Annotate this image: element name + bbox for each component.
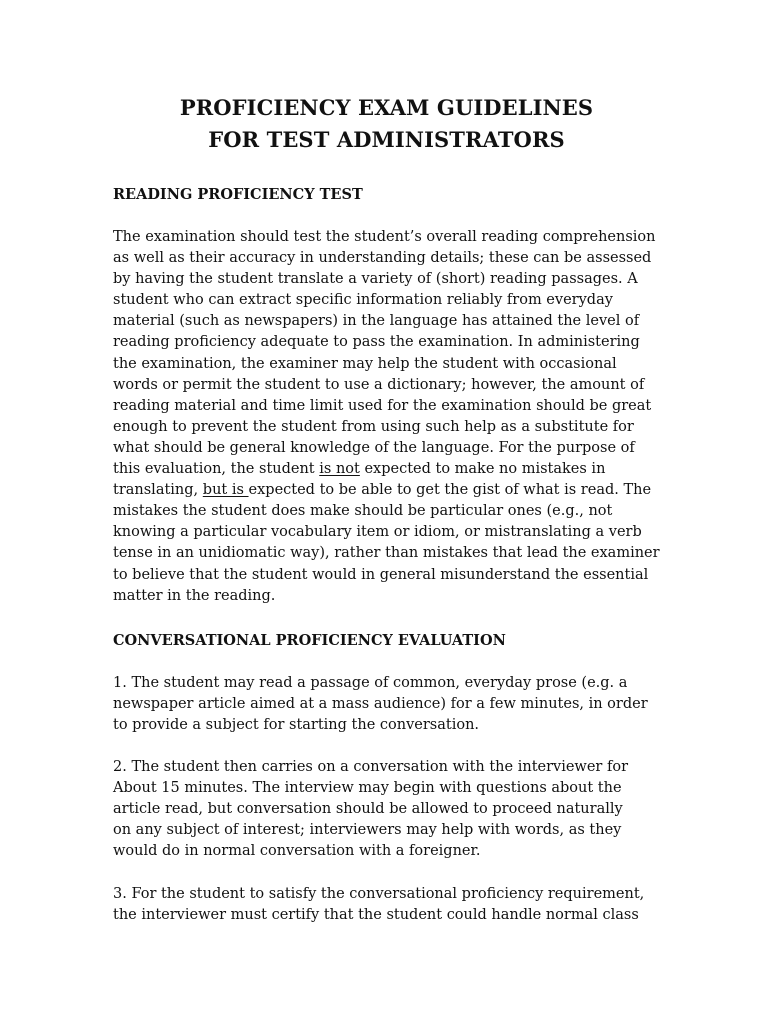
text-line: 3. For the student to satisfy the conversational proficiency requirement, [113,886,645,902]
conversational-item-1 [113,673,648,736]
text-line: as well as their accuracy in understanding details; these can be assessed [113,250,652,267]
text-line: newspaper article aimed at a mass audience) for a few minutes, in order [113,696,648,713]
text-line: what should be general knowledge of the language. For the purpose of [113,439,635,456]
text-line: enough to prevent the student from using such help as a substitute for [113,418,634,435]
text-line: The examination should test the student’s overall reading comprehension [113,229,656,245]
text-line: 1. The student may read a passage of common, everyday prose (e.g. a [113,675,628,691]
text-line: to provide a subject for starting the conversation. [113,717,480,734]
text-line: knowing a particular vocabulary item or idiom, or mistranslating a verb [113,524,642,541]
text-line: material (such as newspapers) in the language has attained the level of [113,313,640,330]
text-line [113,459,660,480]
text-line: reading proficiency adequate to pass the examination. In administering [113,334,640,351]
text-line: to believe that the student would in general misunderstand the essential [113,566,649,583]
text-segment: expected to make no mistakes in [359,461,606,478]
text-line: on any subject of interest; interviewers may help with words, as they [113,822,622,839]
text-line: would do in normal conversation with a foreigner. [113,843,481,860]
text-segment: this evaluation, the student [113,461,320,478]
title-line-2: FOR TEST ADMINISTRATORS [208,127,565,152]
text-line: student who can extract specific information reliably from everyday [113,292,613,309]
text-line: article read, but conversation should be allowed to proceed naturally [113,801,623,818]
text-line [113,480,660,501]
conversational-section-heading: CONVERSATIONAL PROFICIENCY EVALUATION [113,632,506,649]
reading-section-heading: READING PROFICIENCY TEST [113,186,363,203]
conversational-item-3 [113,884,644,926]
conversational-item-2 [113,757,628,862]
text-line: matter in the reading. [113,587,276,604]
text-line: tense in an unidiomatic way), rather than mistakes that lead the examiner [113,545,660,562]
text-segment: translating, [113,482,203,499]
text-line: About 15 minutes. The interview may begin with questions about the [113,780,622,797]
text-line: the examination, the examiner may help the student with occasional [113,355,617,372]
text-line: words or permit the student to use a dictionary; however, the amount of [113,376,645,393]
document-title [113,92,660,156]
text-segment: expected to be able to get the gist of what is read. The [248,482,652,499]
underlined-text-is-not: is not [319,461,360,478]
text-line: the interviewer must certify that the student could handle normal class [113,907,639,924]
underlined-text-but-is: but is [202,482,249,499]
text-line: mistakes the student does make should be particular ones (e.g., not [113,503,613,520]
title-line-1: PROFICIENCY EXAM GUIDELINES [179,95,594,120]
text-line: by having the student translate a variety of (short) reading passages. A [113,271,638,288]
text-line: 2. The student then carries on a conversation with the interviewer for [113,759,628,775]
text-line: reading material and time limit used for the examination should be great [113,397,652,414]
reading-paragraph [113,227,660,607]
